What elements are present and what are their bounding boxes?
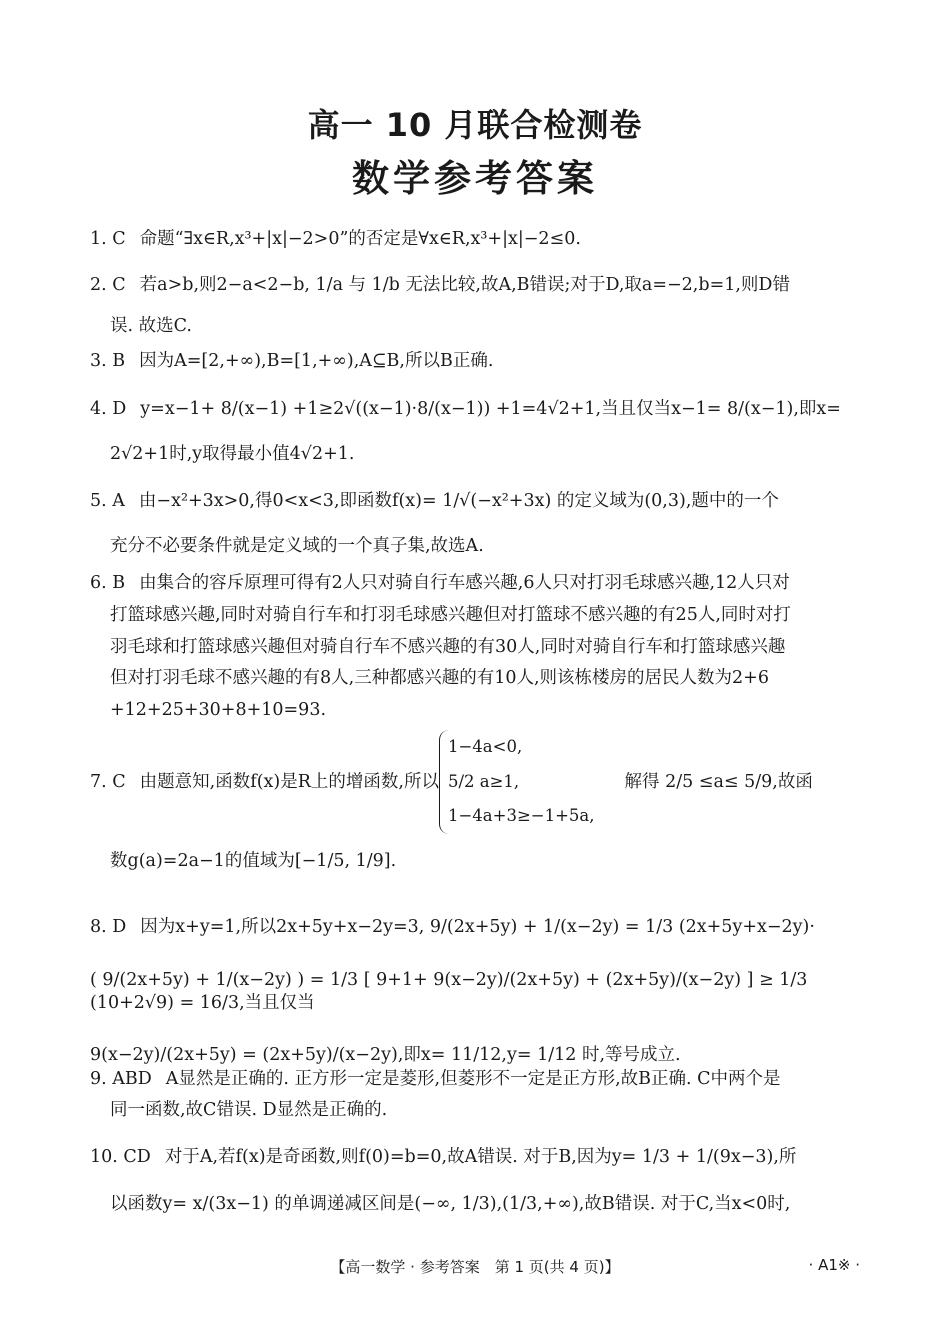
answer-text: 2√2+1时,y取得最小值4√2+1. bbox=[110, 443, 355, 464]
answer-number: 2. C bbox=[90, 275, 126, 295]
answer-text: 充分不必要条件就是定义域的一个真子集,故选A. bbox=[110, 535, 484, 556]
answer-number: 4. D bbox=[90, 399, 127, 419]
answer-text: 以函数y= x/(3x−1) 的单调递减区间是(−∞, 1/3),(1/3,+∞),故B错误. 对于C,当x<0时, bbox=[110, 1193, 791, 1214]
answer-text: +12+25+30+8+10=93. bbox=[110, 700, 327, 720]
answer-5 bbox=[90, 490, 860, 558]
answer-number: 1. C bbox=[90, 229, 126, 249]
title-line-2: 数学参考答案 bbox=[352, 157, 598, 200]
answer-2 bbox=[90, 274, 860, 338]
answer-text: 若a>b,则2−a<2−b, 1/a 与 1/b 无法比较,故A,B错误;对于D,取a=−2,b=1,则D错 bbox=[139, 275, 790, 295]
answer-text: y=x−1+ 8/(x−1) +1≥2√((x−1)·8/(x−1)) +1=4√2+1,当且仅当x−1= 8/(x−1),即x= bbox=[140, 399, 841, 419]
answer-9 bbox=[90, 1068, 860, 1122]
answer-7 bbox=[90, 730, 860, 873]
answer-text: 因为A=[2,+∞),B=[1,+∞),A⊆B,所以B正确. bbox=[139, 351, 494, 371]
answer-text: 对于A,若f(x)是奇函数,则f(0)=b=0,故A错误. 对于B,因为y= 1/3 + 1/(9x−3),所 bbox=[164, 1147, 797, 1167]
answer-text: 数g(a)=2a−1的值域为[−1/5, 1/9]. bbox=[110, 850, 397, 871]
answer-number: 5. A bbox=[90, 491, 125, 511]
answer-text: 由−x²+3x>0,得0<x<3,即函数f(x)= 1/√(−x²+3x) 的定义域为(0,3),题中的一个 bbox=[138, 491, 779, 511]
inequality-line: 5/2 a≥1, bbox=[447, 771, 520, 791]
inequality-line: 1−4a+3≥−1+5a, bbox=[447, 806, 595, 826]
answer-text: 但对打羽毛球不感兴趣的有8人,三种都感兴趣的有10人,则该栋楼房的居民人数为2+6 bbox=[110, 668, 769, 689]
answer-number: 7. C bbox=[90, 771, 126, 792]
title-line-1: 高一 10 月联合检测卷 bbox=[307, 106, 643, 144]
answer-number: 9. ABD bbox=[90, 1069, 152, 1089]
answer-text: 同一函数,故C错误. D显然是正确的. bbox=[110, 1099, 388, 1120]
answer-text: 由题意知,函数f(x)是R上的增函数,所以 bbox=[139, 771, 439, 792]
answer-text: A显然是正确的. 正方形一定是菱形,但菱形不一定是正方形,故B正确. C中两个是 bbox=[165, 1069, 781, 1089]
answer-text: 因为x+y=1,所以2x+5y+x−2y=3, 9/(2x+5y) + 1/(x−2y) = 1/3 (2x+5y+x−2y)· bbox=[140, 917, 815, 937]
answer-number: 3. B bbox=[90, 351, 126, 371]
answer-text: ( 9/(2x+5y) + 1/(x−2y) ) = 1/3 [ 9+1+ 9(x−2y)/(2x+5y) + (2x+5y)/(x−2y) ] ≥ 1/3 (10+2√9) = 16/3,当且仅当 bbox=[90, 969, 808, 1013]
answer-text: 打篮球感兴趣,同时对骑自行车和打羽毛球感兴趣但对打篮球不感兴趣的有25人,同时对打 bbox=[110, 604, 791, 625]
inequality-line: 1−4a<0, bbox=[447, 737, 523, 756]
answer-6 bbox=[90, 572, 860, 722]
answer-text: 解得 2/5 ≤a≤ 5/9,故函 bbox=[624, 771, 813, 792]
footer-code: · A1※ · bbox=[808, 1256, 860, 1274]
answer-1 bbox=[90, 228, 860, 251]
answer-text: 羽毛球和打篮球感兴趣但对骑自行车不感兴趣的有30人,同时对骑自行车和打篮球感兴趣 bbox=[110, 636, 786, 657]
answer-8 bbox=[90, 916, 860, 1067]
answer-10 bbox=[90, 1146, 860, 1216]
answer-number: 8. D bbox=[90, 917, 127, 937]
answer-text: 由集合的容斥原理可得有2人只对骑自行车感兴趣,6人只对打羽毛球感兴趣,12人只对 bbox=[139, 573, 790, 593]
answer-4 bbox=[90, 398, 860, 466]
answer-text: 误. 故选C. bbox=[110, 315, 192, 336]
answer-number: 6. B bbox=[90, 573, 126, 593]
answer-3 bbox=[90, 350, 860, 373]
footer-label: 【高一数学 · 参考答案 第 1 页(共 4 页)】 bbox=[330, 1258, 620, 1276]
answer-text: 9(x−2y)/(2x+5y) = (2x+5y)/(x−2y),即x= 11/12,y= 1/12 时,等号成立. bbox=[90, 1045, 681, 1066]
answer-number: 10. CD bbox=[90, 1147, 151, 1167]
answer-text: 命题“∃x∈R,x³+|x|−2>0”的否定是∀x∈R,x³+|x|−2≤0. bbox=[139, 229, 581, 249]
inequality-system bbox=[439, 730, 595, 834]
